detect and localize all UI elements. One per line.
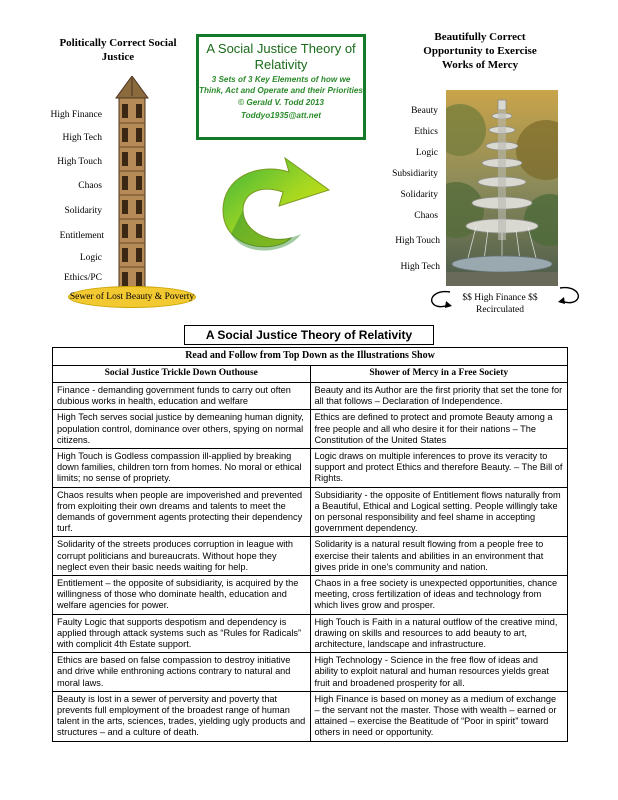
fountain-photo (446, 90, 558, 286)
right-label-high-touch: High Touch (395, 236, 440, 246)
table-cell-right: Logic draws on multiple inferences to prove its veracity to support and protect Ethics and therefore Beauty. – The Bill of Rights. (310, 449, 568, 488)
table-row (53, 449, 568, 488)
table-cell-left: Solidarity of the streets produces corruption in league with corrupt politicians and bureaucrats. Without hope they neglect even their basic needs waiting for help. (53, 537, 311, 576)
table-caption-row (53, 348, 568, 366)
author-email: Toddyo1935@att.net (240, 110, 321, 120)
table-row (53, 537, 568, 576)
right-label-chaos: Chaos (414, 211, 438, 221)
table-row (53, 691, 568, 741)
table-cell-left: Beauty is lost in a sewer of perversity and poverty that prevents full employment of the broadest range of human talent in the arts, sciences, trades, yielding ugly products and structures – and a culture of death. (53, 691, 311, 741)
table-cell-left: High Touch is Godless compassion ill-applied by breaking down families, children torn from homes. No moral or ethical limits; no sense of propriety. (53, 449, 311, 488)
left-label-logic: Logic (79, 253, 102, 263)
right-label-high-tech: High Tech (400, 262, 440, 272)
right-column-title: Beautifully Correct Opportunity to Exercise Works of Mercy (423, 31, 537, 71)
table-cell-right: High Technology - Science in the free flow of ideas and ability to exploit natural and human resources yields great fruit and broadened prosperity for all. (310, 653, 568, 692)
table-cell-left: Ethics are based on false compassion to destroy initiative and drive while enthroning actions contrary to natural and moral laws. (53, 653, 311, 692)
table-caption: Read and Follow from Top Down as the Illustrations Show (53, 348, 568, 366)
table-cell-right: Ethics are defined to protect and promote Beauty among a free people and all who desire it for their nations – The Constitution of the United States (310, 410, 568, 449)
table-row (53, 487, 568, 537)
table-cell-right: Subsidiarity - the opposite of Entitlement flows naturally from a Beautiful, Ethical and Logical setting. People willingly take on personal responsibility and feel shame in accepting government dependency. (310, 487, 568, 537)
right-label-subsidiarity: Subsidiarity (392, 169, 438, 179)
table-cell-left: Chaos results when people are impoverished and prevented from exploiting their own dreams and talents to meet the demands of government agents protecting their dependency turf. (53, 487, 311, 537)
right-label-ethics: Ethics (414, 127, 438, 137)
table-cell-left: Entitlement – the opposite of subsidiarity, is acquired by the willingness of those who dominate health, education and welfare agencies for power. (53, 576, 311, 615)
left-label-chaos: Chaos (78, 181, 102, 191)
table-cell-right: High Finance is based on money as a medium of exchange – the servant not the master. Those with wealth – earned or attained – exercise the Beatitude of “Poor in spirit” toward others in need or opportunity. (310, 691, 568, 741)
right-label-solidarity: Solidarity (400, 190, 438, 200)
table-cell-left: Faulty Logic that supports despotism and dependency is applied through attack systems such as “Rules for Radicals” with complicit 4th Estate support. (53, 614, 311, 653)
table-cell-right: Chaos in a free society is unexpected opportunities, chance meeting, cross fertilization of ideas and technology from which lives grow and prosper. (310, 576, 568, 615)
recirculated-line-2: Recirculated (475, 305, 524, 315)
left-label-high-touch: High Touch (57, 157, 102, 167)
left-label-high-tech: High Tech (62, 133, 102, 143)
table-row (53, 653, 568, 692)
table-row (53, 410, 568, 449)
table-cell-right: High Touch is Faith in a natural outflow of the creative mind, drawing on skills and resources to add beauty to art, architecture, landscape and infrastructure. (310, 614, 568, 653)
left-label-entitlement: Entitlement (59, 231, 104, 241)
table-cell-left: Finance - demanding government funds to carry out often dubious works in health, education and welfare (53, 383, 311, 410)
circular-arrow-icon (205, 150, 335, 270)
right-label-logic: Logic (415, 148, 438, 158)
main-title: A Social Justice Theory of Relativity (206, 41, 356, 72)
comparison-table (52, 347, 568, 742)
left-label-solidarity: Solidarity (64, 206, 102, 216)
left-label-ethics-pc: Ethics/PC (63, 273, 102, 283)
author-credit: © Gerald V. Todd 2013 (238, 98, 324, 107)
table-header-row (53, 366, 568, 383)
left-label-high-finance: High Finance (50, 110, 102, 120)
section-title: A Social Justice Theory of Relativity (184, 325, 434, 345)
table-row (53, 383, 568, 410)
subtitle: 3 Sets of 3 Key Elements of how we Think, Act and Operate and their Priorities (199, 75, 363, 95)
table-cell-right: Solidarity is a natural result flowing from a people free to exercise their talents and abilities in an environment that gives pride in one's community and nation. (310, 537, 568, 576)
table-row (53, 614, 568, 653)
table-cell-right: Beauty and its Author are the first priority that set the tone for all that follows – Declaration of Independence. (310, 383, 568, 410)
title-box (196, 34, 366, 140)
column-header-left: Social Justice Trickle Down Outhouse (53, 366, 311, 383)
table-cell-left: High Tech serves social justice by demeaning human dignity, population control, dominance over others, spying on normal citizens. (53, 410, 311, 449)
recirculated-line-1: $$ High Finance $$ (462, 293, 538, 303)
outhouse-tower-icon (112, 76, 152, 296)
table-row (53, 576, 568, 615)
recirculated-caption (440, 292, 560, 316)
right-label-beauty: Beauty (411, 106, 438, 116)
column-header-right: Shower of Mercy in a Free Society (310, 366, 568, 383)
left-column-title: Politically Correct Social Justice (59, 37, 177, 63)
sewer-label: Sewer of Lost Beauty & Poverty (68, 286, 196, 308)
